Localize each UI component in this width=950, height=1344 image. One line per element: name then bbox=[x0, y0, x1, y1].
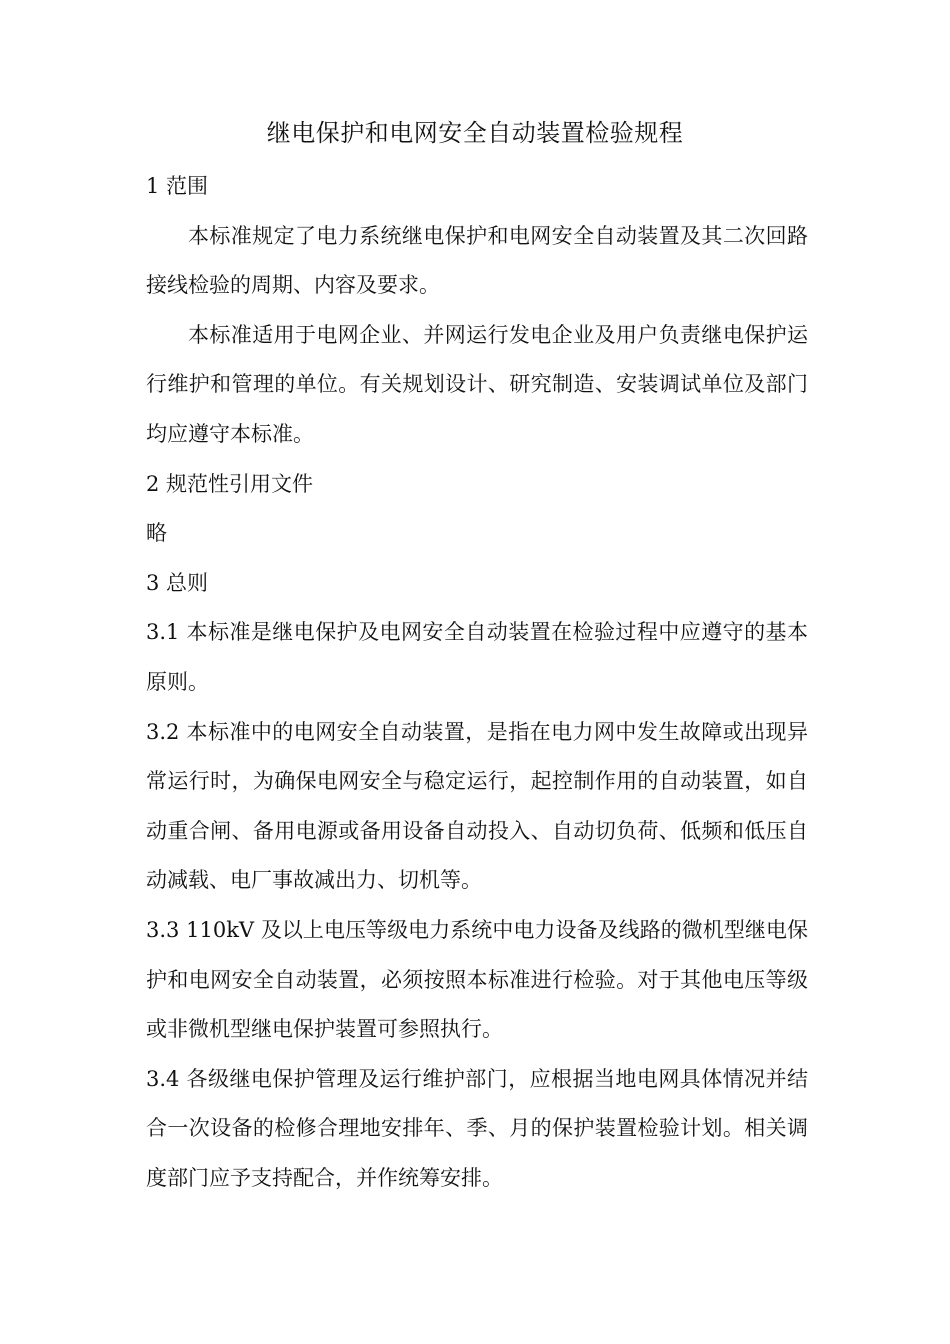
clause-3-3: 3.3 110kV 及以上电压等级电力系统中电力设备及线路的微机型继电保护和电网安全自动装置，必须按照本标准进行检验。对于其他电压等级或非微机型继电保护装置可参照执行。 bbox=[146, 917, 808, 1042]
paragraph-scope-2: 本标准适用于电网企业、并网运行发电企业及用户负责继电保护运行维护和管理的单位。有关规划设计、研究制造、安装调试单位及部门均应遵守本标准。 bbox=[146, 322, 808, 446]
clause-3-2: 3.2 本标准中的电网安全自动装置，是指在电力网中发生故障或出现异常运行时，为确保电网安全与稳定运行，起控制作用的自动装置，如自动重合闸、备用电源或备用设备自动投入、自动切负荷、低频和低压自动减载、电厂事故减出力、切机等。 bbox=[146, 719, 808, 893]
section-heading-3: 3 总则 bbox=[146, 570, 209, 595]
clause-3-1: 3.1 本标准是继电保护及电网安全自动装置在检验过程中应遵守的基本原则。 bbox=[146, 620, 808, 694]
clause-3-4: 3.4 各级继电保护管理及运行维护部门，应根据当地电网具体情况并结合一次设备的检修合理地安排年、季、月的保护装置检验计划。相关调度部门应予支持配合，并作统筹安排。 bbox=[146, 1066, 808, 1190]
section-heading-2: 2 规范性引用文件 bbox=[146, 471, 314, 496]
section-heading-1: 1 范围 bbox=[146, 174, 209, 198]
document-title: 继电保护和电网安全自动装置检验规程 bbox=[266, 119, 684, 147]
document-body bbox=[146, 162, 808, 1203]
paragraph-references: 略 bbox=[146, 521, 167, 546]
paragraph-scope-1: 本标准规定了电力系统继电保护和电网安全自动装置及其二次回路接线检验的周期、内容及要求。 bbox=[146, 223, 808, 298]
